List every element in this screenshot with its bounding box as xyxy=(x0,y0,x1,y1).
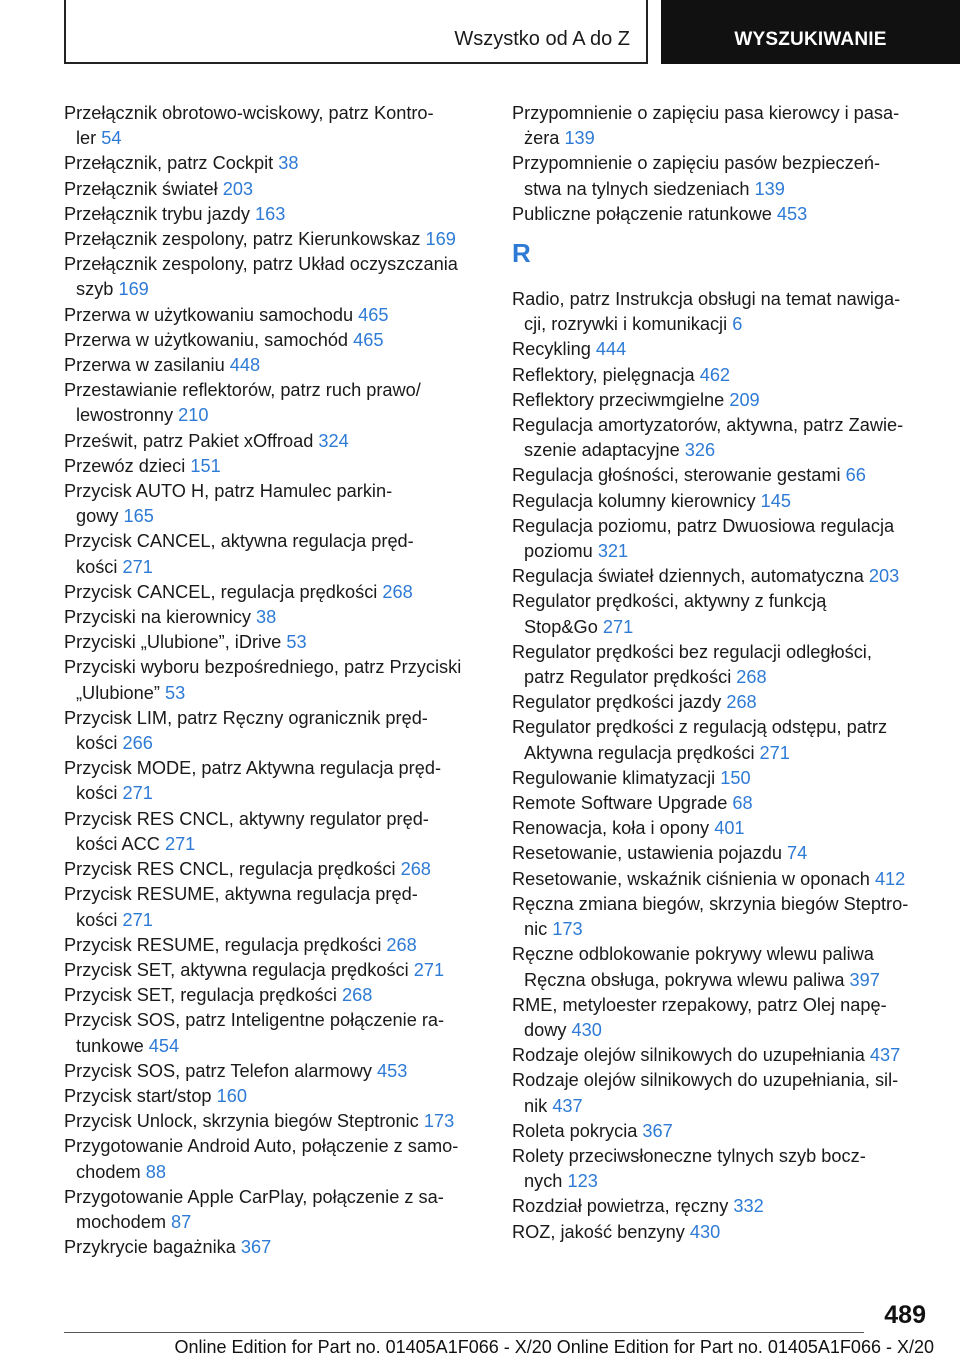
page-reference-link[interactable]: 54 xyxy=(101,128,122,149)
index-entry xyxy=(64,303,484,328)
page-reference-link[interactable]: 367 xyxy=(240,1237,272,1258)
page-reference-link[interactable]: 412 xyxy=(874,868,906,889)
page-reference-link[interactable]: 453 xyxy=(377,1060,408,1081)
index-entry-text: Regulator prędkości bez regulacji odległości, xyxy=(512,641,872,662)
page-reference-link[interactable]: 437 xyxy=(552,1095,583,1116)
index-entry-text: Regulacja świateł dziennych, automatyczna xyxy=(512,566,869,587)
index-entry-text: Przerwa w zasilaniu xyxy=(64,355,230,376)
index-entry-text: RME, metyloester rzepakowy, patrz Olej napę- xyxy=(512,994,887,1015)
index-entry xyxy=(64,706,484,756)
index-entry-text: Recykling xyxy=(512,339,596,360)
page-reference-link[interactable]: 268 xyxy=(726,692,757,713)
index-entry-text: Przycisk RESUME, aktywna regulacja pręd- xyxy=(64,884,418,905)
page-header xyxy=(0,0,960,66)
index-entry-text: Przykrycie bagażnika xyxy=(64,1237,241,1258)
index-entry xyxy=(512,1220,932,1245)
index-entry xyxy=(64,227,484,252)
index-entry-text: Regulacja kolumny kierownicy xyxy=(512,490,761,511)
page-reference-link[interactable]: 66 xyxy=(845,465,866,486)
index-entry xyxy=(512,715,932,765)
index-entry xyxy=(64,1185,484,1235)
index-entry-text: Regulacja poziomu, patrz Dwuosiowa regulacja xyxy=(512,515,895,536)
page-reference-link[interactable]: 68 xyxy=(732,793,753,814)
page-reference-link[interactable]: 173 xyxy=(552,919,583,940)
page-reference-link[interactable]: 268 xyxy=(736,667,767,688)
page-reference-link[interactable]: 444 xyxy=(595,339,627,360)
index-entry xyxy=(64,151,484,176)
index-entry-text: żera xyxy=(524,128,565,149)
index-entry-text: szyb xyxy=(76,279,119,300)
index-entry xyxy=(64,454,484,479)
index-entry-text: Przełącznik obrotowo-wciskowy, patrz Kontro- xyxy=(64,103,434,123)
page-reference-link[interactable]: 465 xyxy=(353,329,384,350)
index-entry xyxy=(64,177,484,202)
index-entry-text: kości xyxy=(76,556,123,577)
page-reference-link[interactable]: 326 xyxy=(684,440,716,461)
page-reference-link[interactable]: 271 xyxy=(122,909,153,930)
index-entry xyxy=(64,655,484,705)
index-group-r xyxy=(512,287,932,1245)
index-entry xyxy=(512,202,932,227)
index-entry xyxy=(512,287,932,337)
page-reference-link[interactable]: 151 xyxy=(190,455,221,476)
index-entry xyxy=(64,1059,484,1084)
page-reference-link[interactable]: 145 xyxy=(760,490,792,511)
index-entry xyxy=(512,337,932,362)
index-entry xyxy=(512,363,932,388)
footer-edition: Online Edition for Part no. 01405A1F066 - X/20 Online Edition for Part no. 01405A1F066 - X/20 xyxy=(174,1337,934,1357)
page-reference-link[interactable]: 271 xyxy=(602,616,634,637)
page-reference-link[interactable]: 139 xyxy=(754,178,785,199)
index-entry-text: Przygotowanie Android Auto, połączenie z samo- xyxy=(64,1136,459,1157)
index-entry xyxy=(512,766,932,791)
section-tab[interactable] xyxy=(64,0,648,64)
index-entry-text: Przycisk RES CNCL, regulacja prędkości xyxy=(64,859,401,880)
index-entry xyxy=(512,1068,932,1118)
index-entry xyxy=(512,791,932,816)
page-reference-link[interactable]: 74 xyxy=(787,843,808,864)
index-group-p-continued xyxy=(512,101,932,227)
page-reference-link[interactable]: 139 xyxy=(564,128,595,149)
index-entry-text: Regulacja głośności, sterowanie gestami xyxy=(512,465,846,486)
index-entry-text: Przygotowanie Apple CarPlay, połączenie z sa- xyxy=(64,1186,444,1207)
page-reference-link[interactable]: 53 xyxy=(164,682,186,703)
index-entry xyxy=(64,101,484,151)
page-reference-link[interactable]: 169 xyxy=(425,229,456,250)
page-reference-link[interactable]: 6 xyxy=(732,314,743,335)
index-entry-text: Przycisk RES CNCL, aktywny regulator pręd- xyxy=(64,808,429,829)
page-reference-link[interactable]: 397 xyxy=(849,969,880,990)
index-entry-text: Rolety przeciwsłoneczne tylnych szyb bocz- xyxy=(512,1145,866,1166)
index-entry-text: Prześwit, patrz Pakiet xOffroad xyxy=(64,430,319,451)
index-entry-text: Przycisk MODE, patrz Aktywna regulacja pręd- xyxy=(64,758,442,779)
index-entry-text: Przypomnienie o zapięciu pasa kierowcy i pasa- xyxy=(512,103,900,123)
page-reference-link[interactable]: 266 xyxy=(122,733,153,754)
page-reference-link[interactable]: 430 xyxy=(571,1019,602,1040)
index-entry xyxy=(64,1008,484,1058)
index-entry xyxy=(512,690,932,715)
index-entry-text: Przycisk Unlock, skrzynia biegów Steptronic xyxy=(64,1111,424,1132)
index-entry xyxy=(64,580,484,605)
index-entry xyxy=(64,378,484,428)
page-reference-link[interactable]: 268 xyxy=(382,581,413,602)
index-entry xyxy=(512,1119,932,1144)
index-entry-text: Reflektory, pielęgnacja xyxy=(512,364,700,385)
index-entry-text: ler xyxy=(76,128,102,149)
index-entry xyxy=(512,564,932,589)
page-reference-link[interactable]: 465 xyxy=(358,304,389,325)
index-entry xyxy=(64,252,484,302)
index-entry-text: Przerwa w użytkowaniu, samochód xyxy=(64,329,354,350)
section-letter-heading: R xyxy=(512,238,531,269)
index-entry-text: Przyciski „Ulubione”, iDrive xyxy=(64,632,287,653)
index-entry-text: Przełącznik trybu jazdy xyxy=(64,203,256,224)
index-entry-text: „Ulubione” xyxy=(76,682,165,703)
index-entry-text: Roleta pokrycia xyxy=(512,1120,643,1141)
index-entry-text: Radio, patrz Instrukcja obsługi na temat nawiga- xyxy=(512,289,901,310)
index-entry-text: Regulator prędkości z regulacją odstępu, patrz xyxy=(512,717,888,738)
page-reference-link[interactable]: 38 xyxy=(256,607,277,628)
page-reference-link[interactable]: 332 xyxy=(733,1196,764,1217)
index-entry-text: mochodem xyxy=(76,1211,172,1232)
index-entry xyxy=(512,993,932,1043)
page-reference-link[interactable]: 324 xyxy=(318,430,349,451)
index-entry xyxy=(64,429,484,454)
index-entry-text: kości xyxy=(76,909,123,930)
index-entry-text: kości xyxy=(76,783,123,804)
index-entry xyxy=(512,589,932,639)
index-entry xyxy=(512,463,932,488)
page-reference-link[interactable]: 268 xyxy=(341,985,373,1006)
index-entry xyxy=(512,892,932,942)
footer-divider xyxy=(64,1332,864,1333)
page-reference-link[interactable]: 448 xyxy=(229,355,261,376)
index-entry xyxy=(64,1134,484,1184)
index-entry-text: Przewóz dzieci xyxy=(64,455,191,476)
index-entry-text: kości ACC xyxy=(76,833,165,854)
index-entry xyxy=(64,857,484,882)
index-entry xyxy=(64,479,484,529)
page-reference-link[interactable]: 123 xyxy=(567,1171,598,1192)
page-reference-link[interactable]: 203 xyxy=(868,566,900,587)
index-entry-text: Przycisk SOS, patrz Inteligentne połączenie ra- xyxy=(64,1010,445,1031)
page-reference-link[interactable]: 165 xyxy=(123,506,154,527)
index-entry-text: Przełącznik świateł xyxy=(64,178,223,199)
index-entry-text: nych xyxy=(524,1171,568,1192)
page-reference-link[interactable]: 271 xyxy=(413,959,445,980)
index-entry xyxy=(64,1235,484,1260)
index-entry xyxy=(64,882,484,932)
index-entry xyxy=(512,413,932,463)
page-reference-link[interactable]: 453 xyxy=(776,203,808,224)
index-entry xyxy=(64,202,484,227)
index-entry-text: Renowacja, koła i opony xyxy=(512,818,715,839)
index-entry-text: Regulacja amortyzatorów, aktywna, patrz Zawie- xyxy=(512,415,904,436)
index-entry-text: Przerwa w użytkowaniu samochodu xyxy=(64,304,359,325)
page-reference-link[interactable]: 268 xyxy=(400,859,431,880)
index-entry-text: cji, rozrywki i komunikacji xyxy=(524,314,733,335)
index-column-left xyxy=(64,101,484,1260)
page-reference-link[interactable]: 163 xyxy=(255,203,286,224)
index-entry-text: patrz Regulator prędkości xyxy=(524,667,737,688)
index-entry-text: Przypomnienie o zapięciu pasów bezpieczeń- xyxy=(512,153,880,174)
page-reference-link[interactable]: 173 xyxy=(423,1111,455,1132)
index-entry-text: chodem xyxy=(76,1161,146,1182)
page-reference-link[interactable]: 87 xyxy=(171,1211,192,1232)
index-entry-text: Rodzaje olejów silnikowych do uzupełniania, sil- xyxy=(512,1070,899,1091)
index-entry xyxy=(64,756,484,806)
index-entry xyxy=(512,841,932,866)
index-entry xyxy=(512,816,932,841)
page-reference-link[interactable]: 203 xyxy=(222,178,254,199)
index-entry xyxy=(512,514,932,564)
page-reference-link[interactable]: 430 xyxy=(689,1221,721,1242)
page-reference-link[interactable]: 53 xyxy=(286,632,307,653)
index-entry-text: Publiczne połączenie ratunkowe xyxy=(512,203,777,224)
index-entry xyxy=(512,1144,932,1194)
index-entry xyxy=(512,867,932,892)
index-entry xyxy=(512,151,932,201)
index-entry xyxy=(512,388,932,413)
page-reference-link[interactable]: 462 xyxy=(699,364,731,385)
index-entry-text: ROZ, jakość benzyny xyxy=(512,1221,690,1242)
index-entry xyxy=(512,942,932,992)
index-entry-text: Regulator prędkości, aktywny z funkcją xyxy=(512,591,827,612)
index-entry xyxy=(64,1084,484,1109)
index-entry xyxy=(64,807,484,857)
page-reference-link[interactable]: 160 xyxy=(216,1085,247,1106)
index-entry-text: Przycisk start/stop xyxy=(64,1085,217,1106)
index-entry-text: Przyciski na kierownicy xyxy=(64,607,257,628)
index-entry xyxy=(64,529,484,579)
page-reference-link[interactable]: 271 xyxy=(122,783,153,804)
index-entry-text: Regulator prędkości jazdy xyxy=(512,692,727,713)
page-reference-link[interactable]: 271 xyxy=(759,742,790,763)
page-reference-link[interactable]: 271 xyxy=(122,556,153,577)
index-entry-text: Przycisk LIM, patrz Ręczny ogranicznik pręd- xyxy=(64,707,428,728)
page-reference-link[interactable]: 88 xyxy=(145,1161,166,1182)
index-entry xyxy=(64,1109,484,1134)
index-entry-text: Przycisk RESUME, regulacja prędkości xyxy=(64,934,387,955)
index-entry xyxy=(64,353,484,378)
index-entry-text: Rozdział powietrza, ręczny xyxy=(512,1196,734,1217)
page-reference-link[interactable]: 38 xyxy=(278,153,299,174)
index-entry-text: Przycisk CANCEL, regulacja prędkości xyxy=(64,581,383,602)
section-tab-label: Wszystko od A do Z xyxy=(454,28,630,50)
index-entry-text: tunkowe xyxy=(76,1035,149,1056)
index-entry-text: nik xyxy=(524,1095,553,1116)
index-entry-text: Przycisk SOS, patrz Telefon alarmowy xyxy=(64,1060,377,1081)
index-entry-text: nic xyxy=(524,919,553,940)
index-entry-text: Przycisk SET, regulacja prędkości xyxy=(64,985,342,1006)
page-reference-link[interactable]: 268 xyxy=(386,934,417,955)
index-entry-text: kości xyxy=(76,733,123,754)
index-entry-text: Przyciski wyboru bezpośredniego, patrz Przyciski xyxy=(64,657,462,678)
page-reference-link[interactable]: 454 xyxy=(148,1035,180,1056)
index-entry-text: Ręczna zmiana biegów, skrzynia biegów Steptro- xyxy=(512,893,909,914)
index-entry xyxy=(64,933,484,958)
search-tab[interactable] xyxy=(661,0,960,64)
index-entry-text: Przestawianie reflektorów, patrz ruch prawo/ xyxy=(64,380,421,401)
index-entry-text: Aktywna regulacja prędkości xyxy=(524,742,760,763)
index-entry xyxy=(512,640,932,690)
page-reference-link[interactable]: 150 xyxy=(720,767,751,788)
index-entry-text: poziomu xyxy=(524,541,598,562)
index-entry-text: Przełącznik zespolony, patrz Układ oczyszczania xyxy=(64,254,458,275)
index-entry-text: stwa na tylnych siedzeniach xyxy=(524,178,755,199)
index-entry xyxy=(64,605,484,630)
index-entry-text: Przełącznik zespolony, patrz Kierunkowskaz xyxy=(64,229,426,250)
index-entry-text: Przycisk SET, aktywna regulacja prędkości xyxy=(64,959,414,980)
index-entry xyxy=(64,328,484,353)
search-tab-label: WYSZUKIWANIE xyxy=(734,29,887,50)
index-entry-text: Resetowanie, ustawienia pojazdu xyxy=(512,843,788,864)
index-column-right xyxy=(512,101,932,1245)
page-reference-link[interactable]: 169 xyxy=(118,279,149,300)
index-entry-text: Resetowanie, wskaźnik ciśnienia w oponach xyxy=(512,868,875,889)
index-entry-text: szenie adaptacyjne xyxy=(524,440,685,461)
index-entry xyxy=(512,1043,932,1068)
index-entry-text: Ręczna obsługa, pokrywa wlewu paliwa xyxy=(524,969,850,990)
page-reference-link[interactable]: 401 xyxy=(714,818,745,839)
page-reference-link[interactable]: 210 xyxy=(178,405,209,426)
page-number: 489 xyxy=(884,1301,926,1329)
index-entry xyxy=(512,101,932,151)
index-entry-text: Przycisk CANCEL, aktywna regulacja pręd- xyxy=(64,531,414,552)
index-entry-text: Ręczne odblokowanie pokrywy wlewu paliwa xyxy=(512,944,874,965)
page-reference-link[interactable]: 271 xyxy=(164,833,196,854)
index-entry-text: Przełącznik, patrz Cockpit xyxy=(64,153,279,174)
index-entry-text: lewostronny xyxy=(76,405,179,426)
index-entry xyxy=(64,983,484,1008)
index-entry xyxy=(512,1194,932,1219)
index-entry-text: Przycisk AUTO H, patrz Hamulec parkin- xyxy=(64,481,393,502)
index-entry-text: Reflektory przeciwmgielne xyxy=(512,389,730,410)
index-entry-text: Stop&Go xyxy=(524,616,603,637)
index-entry xyxy=(64,958,484,983)
index-entry-text: dowy xyxy=(524,1019,572,1040)
page-reference-link[interactable]: 209 xyxy=(729,389,760,410)
index-entry-text: Remote Software Upgrade xyxy=(512,793,733,814)
page-reference-link[interactable]: 367 xyxy=(642,1120,673,1141)
page-reference-link[interactable]: 321 xyxy=(597,541,629,562)
index-entry-text: gowy xyxy=(76,506,124,527)
index-entry-text: Regulowanie klimatyzacji xyxy=(512,767,721,788)
page-reference-link[interactable]: 437 xyxy=(869,1045,901,1066)
index-entry-text: Rodzaje olejów silnikowych do uzupełniania xyxy=(512,1045,870,1066)
index-entry xyxy=(64,630,484,655)
index-entry xyxy=(512,489,932,514)
